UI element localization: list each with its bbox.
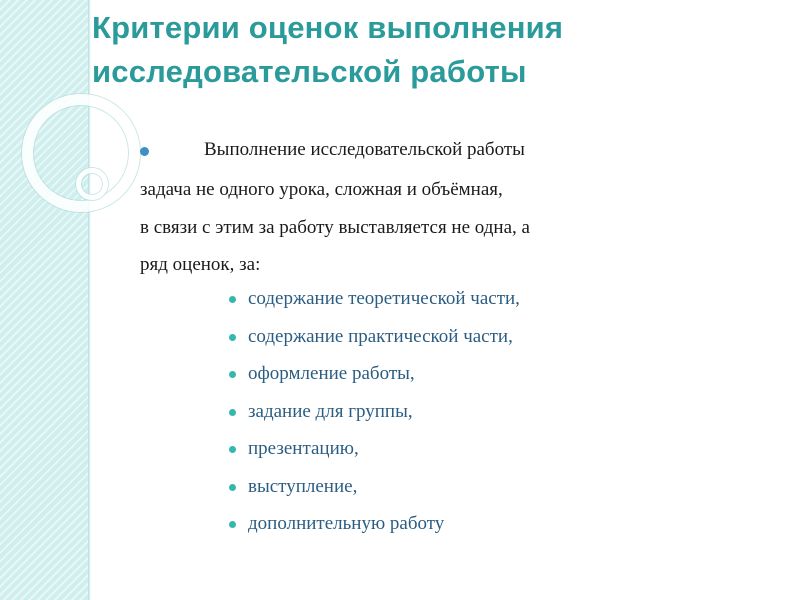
bullet-dot-icon xyxy=(229,446,236,453)
main-bullet-icon xyxy=(140,147,149,156)
main-bullet-line-3: в связи с этим за работу выставляется не одна, а xyxy=(140,217,530,238)
title-line-1: Критерии оценок выполнения xyxy=(92,10,564,45)
criteria-item-label: выступление, xyxy=(248,475,358,497)
bullet-dot-icon xyxy=(229,371,236,378)
bullet-dot-icon xyxy=(229,334,236,341)
criteria-item-theory xyxy=(228,288,520,326)
title-line-2: исследовательской работы xyxy=(92,54,527,89)
criteria-item-speech xyxy=(228,476,520,514)
criteria-item-additional xyxy=(228,513,520,551)
bullet-dot-icon xyxy=(229,409,236,416)
main-bullet-line-4: ряд оценок, за: xyxy=(140,254,261,275)
criteria-item-label: презентацию, xyxy=(248,438,359,459)
criteria-item-formatting xyxy=(228,363,520,401)
criteria-item-label: содержание теоретической части, xyxy=(248,288,520,309)
criteria-item-presentation xyxy=(228,438,520,476)
criteria-item-label: задание для группы, xyxy=(248,400,413,422)
criteria-item-group-task xyxy=(228,401,520,439)
criteria-item-practice xyxy=(228,326,520,364)
criteria-list xyxy=(228,288,520,551)
criteria-item-label: дополнительную работу xyxy=(248,513,445,534)
criteria-item-label: содержание практической части, xyxy=(248,325,513,347)
main-bullet-line-2: задача не одного урока, сложная и объёмная, xyxy=(140,179,503,200)
bullet-dot-icon xyxy=(229,296,236,303)
bullet-dot-icon xyxy=(229,521,236,528)
main-bullet-line-1: Выполнение исследовательской работы xyxy=(204,139,525,160)
criteria-item-label: оформление работы, xyxy=(248,363,415,384)
bullet-dot-icon xyxy=(229,484,236,491)
